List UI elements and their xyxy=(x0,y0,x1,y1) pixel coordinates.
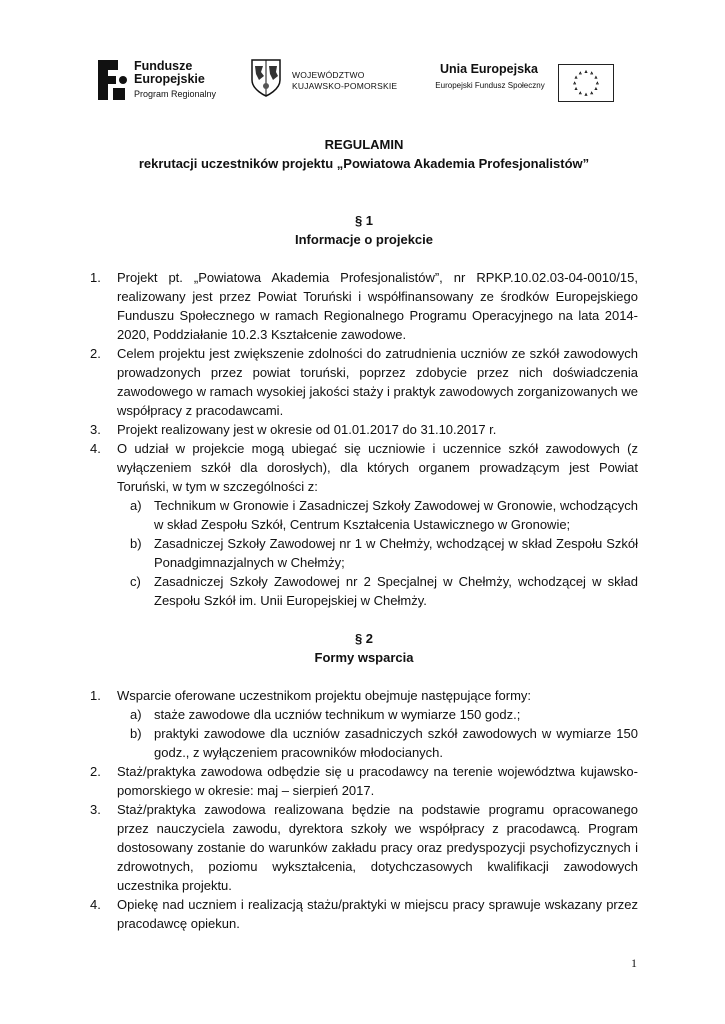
section1-mark: § 1 xyxy=(354,213,374,228)
crest-icon xyxy=(250,58,282,98)
section2-list xyxy=(90,686,638,933)
kp-line2: KUJAWSKO-POMORSKIE xyxy=(292,81,398,91)
fe-logo-icon xyxy=(96,58,128,102)
sub-list-item: a) Technikum w Gronowie i Zasadniczej Szkoły Zawodowej w Gronowie, wchodzących w skład Zespołu Szkół, Centrum Kształcenia Ustawicznego w Gronowie; xyxy=(130,498,638,532)
eu-flag-icon xyxy=(558,64,614,102)
logo-bar xyxy=(0,52,725,112)
fe-subtitle: Program Regionalny xyxy=(134,89,217,99)
section1-list xyxy=(90,268,638,610)
ue-title: Unia Europejska xyxy=(440,62,538,76)
section2-mark: § 2 xyxy=(354,631,374,646)
section1-heading: Informacje o projekcie xyxy=(295,232,433,247)
fe-logo-text xyxy=(134,60,216,101)
section2-heading: Formy wsparcia xyxy=(314,650,414,665)
sub-list-item: c) Zasadniczej Szkoły Zawodowej nr 2 Specjalnej w Chełmży, wchodzącej w skład Zespołu Szkół im. Unii Europejskiej w Chełmży. xyxy=(130,574,638,608)
fe-line1: Fundusze xyxy=(134,59,193,73)
fe-line2: Europejskie xyxy=(134,72,205,86)
fundusze-europejskie-logo xyxy=(96,58,226,108)
kp-line1: WOJEWÓDZTWO xyxy=(292,70,365,80)
document-title: REGULAMIN xyxy=(324,137,404,152)
unia-europejska-logo xyxy=(430,60,630,106)
list-item: 1. Projekt pt. „Powiatowa Akademia Profesjonalistów”, nr RPKP.10.02.03-04-0010/15, realizowany jest przez Powiat Toruński i współfinansowany ze środków Europejskiego Funduszu Społecznego w ramach Regionalnego Programu Operacyjnego na lata 2014-2020, Poddziałanie 10.2.3 Kształcenie zawodowe. xyxy=(90,270,638,342)
document-body xyxy=(90,135,638,933)
list-item: 3. Projekt realizowany jest w okresie od 01.01.2017 do 31.10.2017 r. xyxy=(90,422,497,437)
list-item: 4. O udział w projekcie mogą ubiegać się uczniowie i uczennice szkół zawodowych (z wyłączeniem szkół dla dorosłych), dla których organem prowadzącym jest Powiat Toruński, w tym w szczególności z: xyxy=(90,441,638,494)
list-item: 2. Celem projektu jest zwiększenie zdolności do zatrudnienia uczniów ze szkół zawodowych prowadzonych przez powiat toruński, poprzez zdobycie przez nich doświadczenia zawodowego w ramach wysokiej jakości staży i praktyk zawodowych zorganizowanych we współpracy z pracodawcami. xyxy=(90,346,638,418)
list-item: 1. Wsparcie oferowane uczestnikom projektu obejmuje następujące formy: xyxy=(90,688,532,703)
document-subtitle: rekrutacji uczestników projektu „Powiatowa Akademia Profesjonalistów” xyxy=(138,156,590,171)
list-item: 3. Staż/praktyka zawodowa realizowana będzie na podstawie programu opracowanego przez nauczyciela zawodu, dyrektora szkoły we współpracy z pracodawcą. Program dostosowany zostanie do warunków zakładu pracy oraz predyspozycji psychofizycznych i zdrowotnych, poziomu wykształcenia, dotychczasowych kwalifikacji zawodowych uczestnika projektu. xyxy=(90,802,638,893)
list-item: 4. Opiekę nad uczniem i realizacją stażu/praktyki w miejscu pracy sprawuje wskazany przez pracodawcę opiekun. xyxy=(90,897,638,931)
kp-logo-text xyxy=(292,70,397,92)
sub-list-item: b) praktyki zawodowe dla uczniów zasadniczych szkół zawodowych w wymiarze 150 godz., z wyłączeniem pracowników młodocianych. xyxy=(130,726,638,760)
kujawsko-pomorskie-logo xyxy=(250,58,410,104)
sub-list-item: b) Zasadniczej Szkoły Zawodowej nr 1 w Chełmży, wchodzącej w skład Zespołu Szkół Ponadgimnazjalnych w Chełmży; xyxy=(130,536,638,570)
sub-list-item: a) staże zawodowe dla uczniów technikum w wymiarze 150 godz.; xyxy=(130,707,521,722)
page-number: 1 xyxy=(631,956,637,970)
ue-subtitle: Europejski Fundusz Społeczny xyxy=(435,81,545,90)
list-item: 2. Staż/praktyka zawodowa odbędzie się u pracodawcy na terenie województwa kujawsko-pomorskiego w okresie: maj – sierpień 2017. xyxy=(90,764,638,798)
